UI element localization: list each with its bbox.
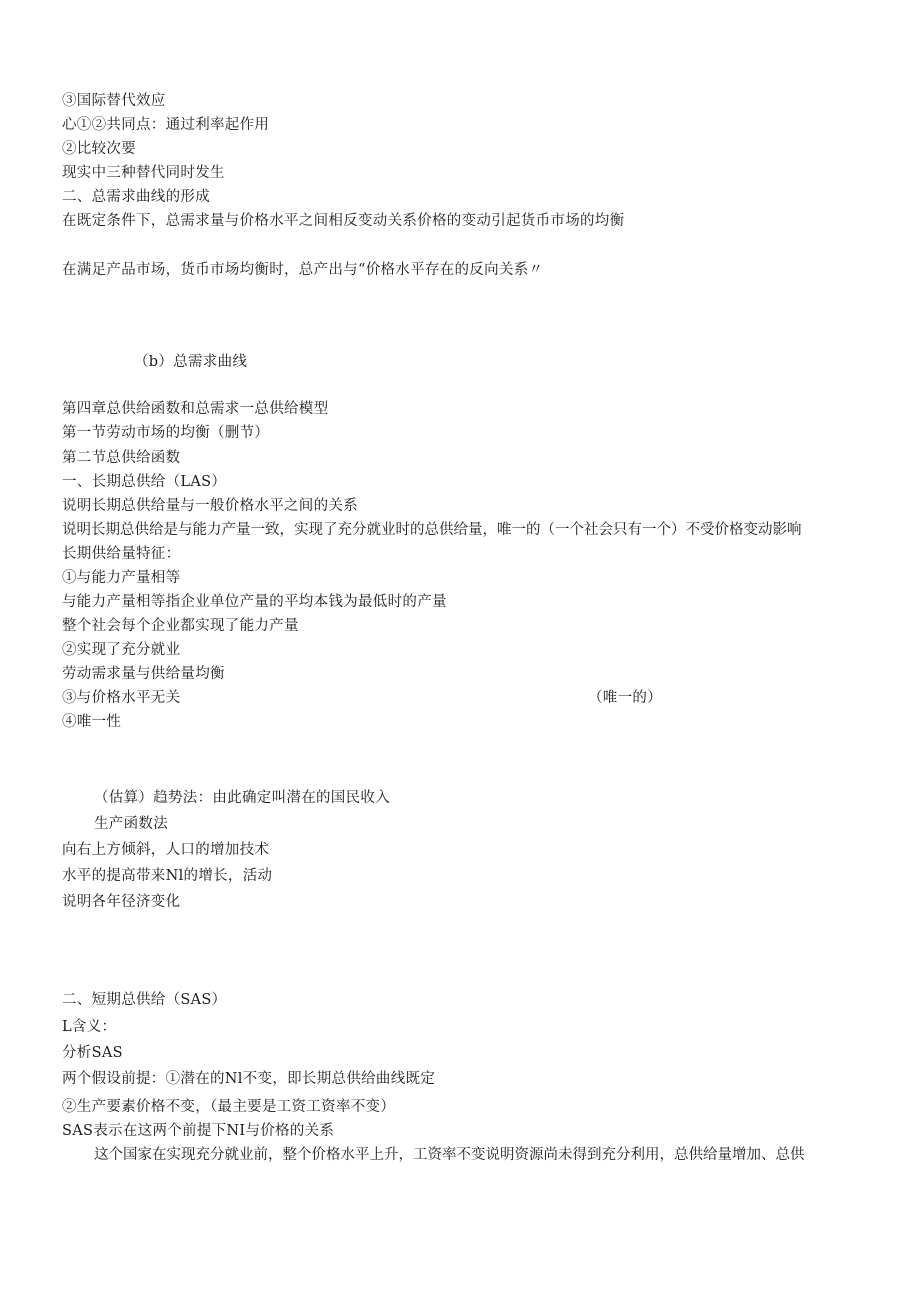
chapter-heading: 第四章总供给函数和总需求一总供给模型: [62, 401, 329, 417]
text-line: ②生产要素价格不变，（最主要是工资工资率不变）: [62, 1099, 396, 1115]
text-line: ③与价格水平无关: [62, 690, 181, 706]
text-line: 在满足产品市场，货币市场均衡时，总产出与“价格水平存在的反向关系〃: [62, 262, 544, 278]
text-line: 这个国家在实现充分就业前，整个价格水平上升，工资率不变说明资源尚未得到充分利用，总供给量增加、总供: [94, 1147, 805, 1163]
section-heading: 二、总需求曲线的形成: [62, 189, 210, 205]
text-line: 分析SAS: [62, 1045, 123, 1061]
section-heading: 第二节总供给函数: [62, 450, 181, 466]
text-line: 向右上方倾斜，人口的增加技术: [62, 842, 270, 858]
text-line: 说明长期总供给量与一般价格水平之间的关系: [62, 498, 358, 514]
text-line: ②实现了充分就业: [62, 642, 181, 658]
text-line: 生产函数法: [94, 816, 168, 832]
text-line: （估算）趋势法：由此确定叫潜在的国民收入: [94, 790, 390, 806]
text-line: 说明长期总供给是与能力产量一致，实现了充分就业时的总供给量，唯一的（一个社会只有一个）不受价格变动影响: [62, 522, 802, 538]
text-line: ④唯一性: [62, 714, 122, 730]
text-line: 劳动需求量与供给量均衡: [62, 666, 225, 682]
section-heading: 二、短期总供给（SAS）: [62, 992, 227, 1008]
text-line: 说明各年径济变化: [62, 894, 181, 910]
text-line: 长期供给量特征：: [62, 546, 181, 562]
text-line: ③国际替代效应: [62, 93, 166, 109]
text-line: 两个假设前提：①潜在的Nl不变，即长期总供给曲线既定: [62, 1071, 436, 1087]
text-line: 与能力产量相等指企业单位产量的平均本钱为最低时的产量: [62, 594, 447, 610]
section-heading: 一、长期总供给（LAS）: [62, 474, 227, 490]
text-line: 水平的提高带来Nl的增长，活动: [62, 868, 273, 884]
text-line: 心①②共同点：通过利率起作用: [62, 117, 270, 133]
section-heading: 第一节劳动市场的均衡（删节）: [62, 425, 270, 441]
figure-caption: （b）总需求曲线: [134, 354, 248, 370]
text-line: ①与能力产量相等: [62, 570, 181, 586]
text-line: 整个社会每个企业都实现了能力产量: [62, 618, 299, 634]
text-line: SAS表示在这两个前提下NI与价格的关系: [62, 1123, 335, 1139]
text-line: 在既定条件下，总需求量与价格水平之间相反变动关系价格的变动引起货币市场的均衡: [62, 213, 625, 229]
text-note: （唯一的）: [588, 690, 662, 706]
text-line: L含义：: [62, 1019, 117, 1035]
text-line: ②比较次要: [62, 141, 136, 157]
text-line: 现实中三种替代同时发生: [62, 165, 225, 181]
